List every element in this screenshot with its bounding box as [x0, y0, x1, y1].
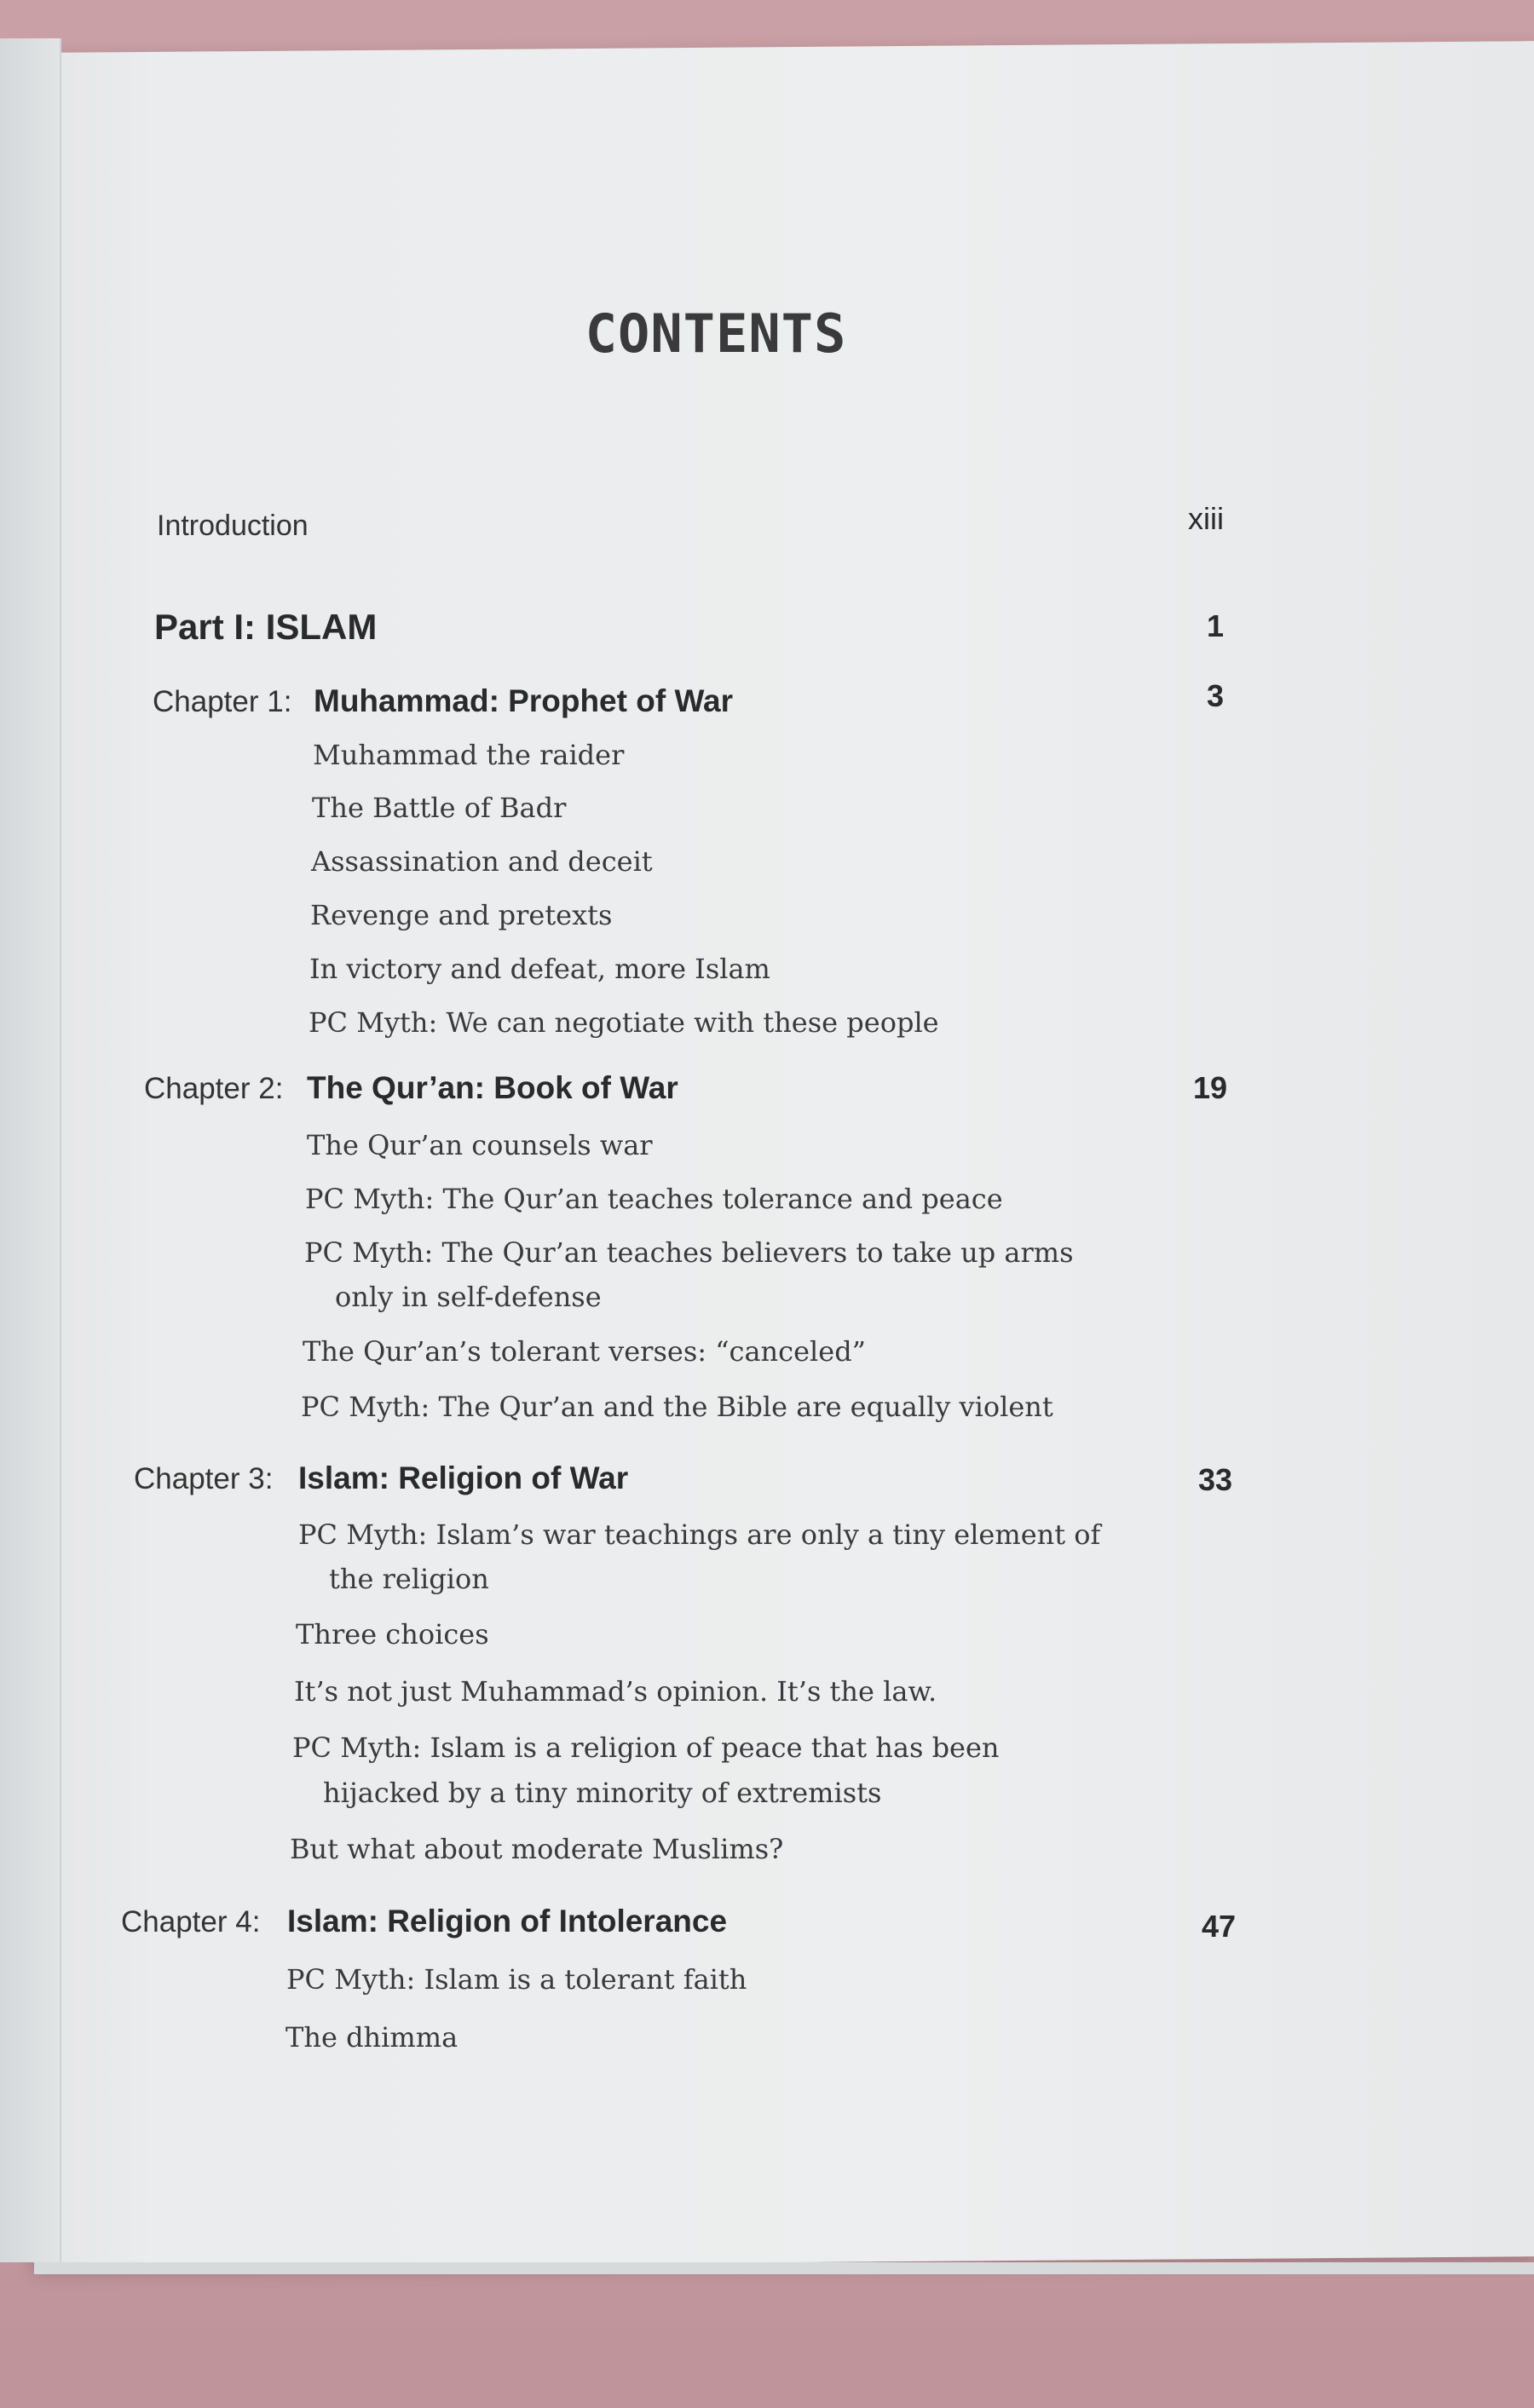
toc-part-title: Part I: ISLAM [154, 607, 378, 647]
chapter-4-section: PC Myth: Islam is a tolerant faith [286, 1963, 747, 1996]
chapter-1-section: Assassination and deceit [311, 845, 653, 878]
chapter-3-section-continued: hijacked by a tiny minority of extremists [323, 1777, 882, 1809]
chapter-4-page: 47 [1201, 1909, 1236, 1944]
chapter-2-section: PC Myth: The Qur’an teaches believers to take up arms [304, 1236, 1074, 1269]
chapter-1-section: Revenge and pretexts [310, 899, 613, 931]
chapter-2-section: PC Myth: The Qur’an teaches tolerance and peace [305, 1183, 1003, 1215]
chapter-1-page: 3 [1206, 678, 1224, 713]
toc-introduction-label: Introduction [157, 510, 309, 542]
page-title: CONTENTS [585, 302, 847, 365]
toc-introduction-page: xiii [1188, 501, 1224, 536]
chapter-3-title: Islam: Religion of War [298, 1460, 629, 1495]
chapter-2-title: The Qur’an: Book of War [307, 1070, 678, 1105]
chapter-1-title: Muhammad: Prophet of War [314, 683, 733, 718]
chapter-3-section: PC Myth: Islam is a religion of peace that has been [292, 1731, 1000, 1764]
toc-part-page: 1 [1206, 608, 1224, 643]
chapter-3-section: It’s not just Muhammad’s opinion. It’s the law. [294, 1675, 937, 1708]
chapter-3-section: PC Myth: Islam’s war teachings are only a tiny element of [298, 1518, 1101, 1551]
chapter-3-page: 33 [1197, 1462, 1232, 1497]
chapter-3-section: Three choices [296, 1618, 489, 1650]
chapter-1-section: PC Myth: We can negotiate with these people [309, 1006, 939, 1039]
chapter-1-label: Chapter 1: [153, 685, 292, 718]
chapter-2-section: The Qur’an’s tolerant verses: “canceled” [303, 1335, 867, 1368]
chapter-3-section: But what about moderate Muslims? [290, 1833, 784, 1865]
chapter-2-section: The Qur’an counsels war [307, 1129, 653, 1161]
chapter-4-title: Islam: Religion of Intolerance [287, 1904, 728, 1938]
chapter-4-label: Chapter 4: [121, 1905, 261, 1938]
chapter-3-section-continued: the religion [329, 1563, 489, 1595]
chapter-1-section: In victory and defeat, more Islam [309, 953, 770, 985]
chapter-3-label: Chapter 3: [134, 1462, 274, 1495]
chapter-2-label: Chapter 2: [144, 1072, 284, 1105]
chapter-2-section-continued: only in self-defense [335, 1281, 602, 1313]
chapter-1-section: The Battle of Badr [312, 792, 567, 824]
chapter-1-section: Muhammad the raider [313, 739, 625, 771]
chapter-4-section: The dhimma [285, 2021, 458, 2054]
chapter-2-section: PC Myth: The Qur’an and the Bible are equally violent [301, 1391, 1053, 1423]
chapter-2-page: 19 [1192, 1070, 1227, 1105]
